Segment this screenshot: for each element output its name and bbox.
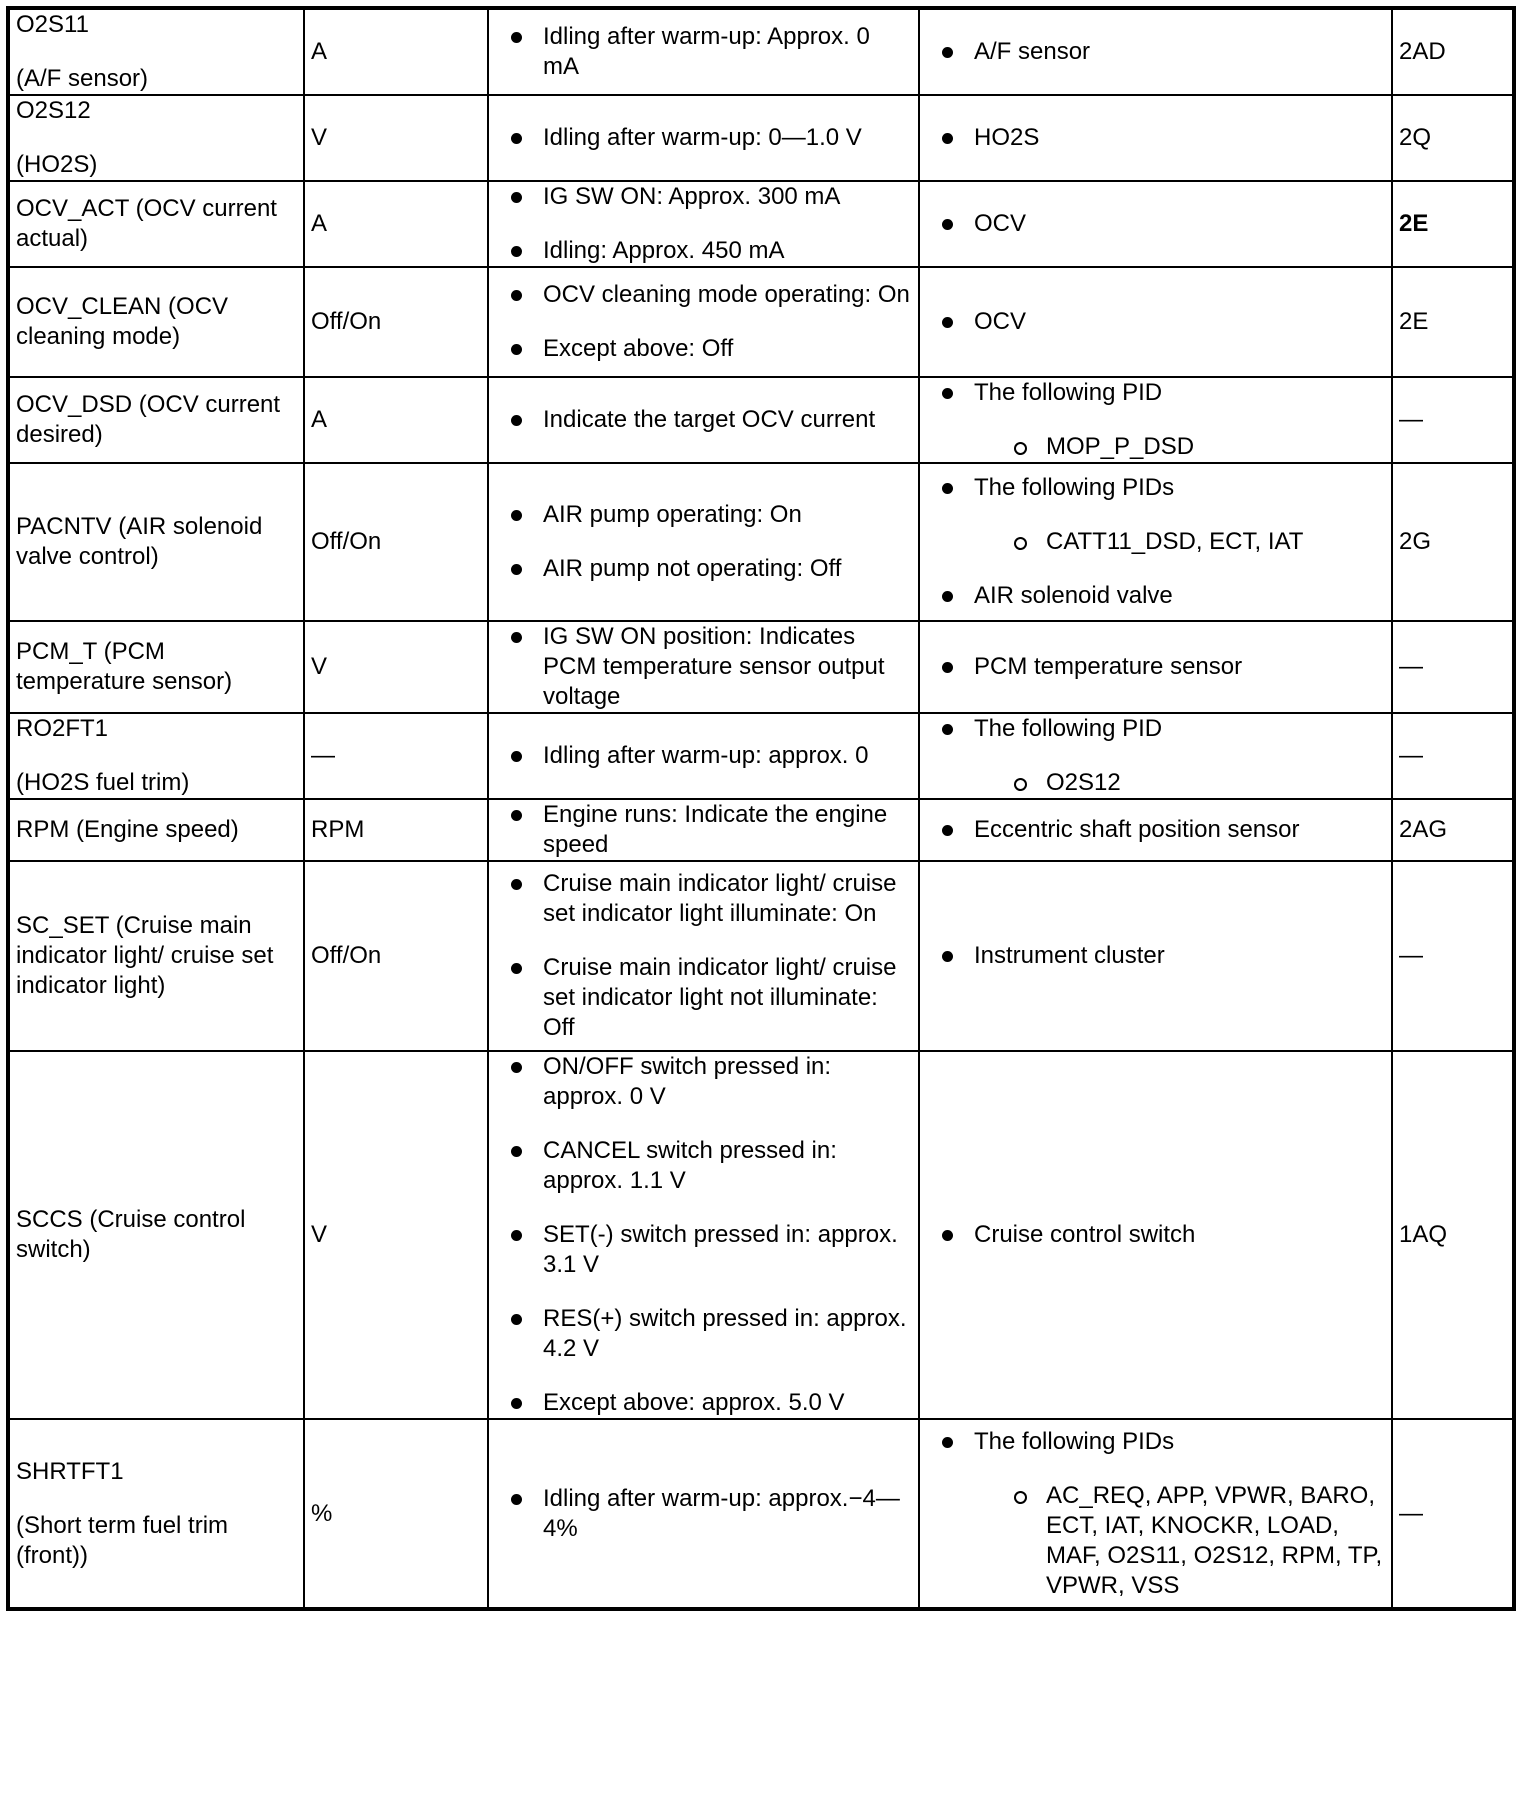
terminal-cell: — — [1392, 861, 1514, 1051]
inspection-cell — [919, 8, 1392, 95]
pid-name-cell — [8, 377, 304, 463]
table-row — [8, 95, 1514, 181]
inspection-list — [926, 123, 1385, 153]
condition-cell — [488, 621, 919, 713]
condition-list — [495, 405, 912, 435]
inspection-cell — [919, 621, 1392, 713]
pid-name: O2S11 — [16, 11, 89, 38]
pid-name-cell — [8, 799, 304, 861]
inspection-item — [974, 714, 1385, 798]
inspection-cell — [919, 799, 1392, 861]
inspection-cell — [919, 463, 1392, 621]
condition-cell — [488, 377, 919, 463]
condition-item: Except above: approx. 5.0 V — [543, 1388, 912, 1418]
inspection-cell — [919, 861, 1392, 1051]
inspection-subitem: CATT11_DSD, ECT, IAT — [1046, 527, 1385, 557]
inspection-cell — [919, 95, 1392, 181]
inspection-list — [926, 1220, 1385, 1250]
inspection-list — [926, 714, 1385, 798]
condition-list — [495, 280, 912, 364]
inspection-list — [926, 652, 1385, 682]
inspection-cell — [919, 1051, 1392, 1419]
condition-item: SET(-) switch pressed in: approx. 3.1 V — [543, 1220, 912, 1280]
inspection-item — [974, 1220, 1385, 1250]
inspection-cell — [919, 377, 1392, 463]
unit-cell: A — [304, 377, 488, 463]
pid-name-cell — [8, 713, 304, 799]
condition-item: Idling after warm-up: approx. 0 — [543, 741, 912, 771]
pid-monitor-table — [6, 6, 1516, 1611]
unit-cell: A — [304, 181, 488, 267]
condition-list — [495, 741, 912, 771]
condition-list — [495, 123, 912, 153]
inspection-list — [926, 209, 1385, 239]
table-row — [8, 1419, 1514, 1609]
condition-cell — [488, 799, 919, 861]
terminal-cell: — — [1392, 713, 1514, 799]
inspection-text: Eccentric shaft position sensor — [974, 816, 1300, 843]
inspection-subitem: O2S12 — [1046, 768, 1385, 798]
condition-list — [495, 1484, 912, 1544]
condition-item: IG SW ON position: Indicates PCM temperature sensor output voltage — [543, 622, 912, 712]
inspection-subitem: AC_REQ, APP, VPWR, BARO, ECT, IAT, KNOCKR, LOAD, MAF, O2S11, O2S12, RPM, TP, VPWR, VSS — [1046, 1481, 1385, 1601]
inspection-text: The following PID — [974, 715, 1163, 742]
condition-cell — [488, 713, 919, 799]
unit-cell: A — [304, 8, 488, 95]
inspection-list — [926, 815, 1385, 845]
pid-name: (HO2S) — [16, 151, 98, 178]
pid-name: OCV_ACT (OCV current actual) — [16, 195, 277, 252]
condition-cell — [488, 463, 919, 621]
pid-name-cell — [8, 1419, 304, 1609]
unit-cell: V — [304, 95, 488, 181]
condition-item: Idling after warm-up: Approx. 0 mA — [543, 22, 912, 82]
terminal-cell: — — [1392, 621, 1514, 713]
terminal-cell: 2E — [1392, 267, 1514, 377]
condition-item: Idling after warm-up: 0—1.0 V — [543, 123, 912, 153]
table-row — [8, 799, 1514, 861]
condition-item: Engine runs: Indicate the engine speed — [543, 800, 912, 860]
inspection-text: A/F sensor — [974, 38, 1091, 65]
unit-cell: Off/On — [304, 267, 488, 377]
inspection-sublist — [974, 768, 1385, 798]
condition-item: AIR pump operating: On — [543, 500, 912, 530]
inspection-text: HO2S — [974, 124, 1040, 151]
unit-cell: % — [304, 1419, 488, 1609]
inspection-item — [974, 307, 1385, 337]
pid-name-cell — [8, 181, 304, 267]
condition-list — [495, 622, 912, 712]
condition-list — [495, 22, 912, 82]
pid-name: PCM_T (PCM temperature sensor) — [16, 638, 233, 695]
pid-name-cell — [8, 861, 304, 1051]
terminal-cell: 2AG — [1392, 799, 1514, 861]
condition-list — [495, 182, 912, 266]
inspection-sublist — [974, 1481, 1385, 1601]
inspection-text: The following PIDs — [974, 1427, 1175, 1455]
unit-cell: V — [304, 1051, 488, 1419]
pid-name: (HO2S fuel trim) — [16, 769, 190, 796]
pid-name: SC_SET (Cruise main indicator light/ cruise set indicator light) — [16, 912, 274, 999]
inspection-sublist — [974, 527, 1385, 557]
condition-item: CANCEL switch pressed in: approx. 1.1 V — [543, 1136, 912, 1196]
inspection-list — [926, 37, 1385, 67]
condition-cell — [488, 267, 919, 377]
condition-cell — [488, 95, 919, 181]
inspection-subitem: MOP_P_DSD — [1046, 432, 1385, 462]
pid-name-cell — [8, 95, 304, 181]
terminal-cell: 2AD — [1392, 8, 1514, 95]
pid-name: O2S12 — [16, 97, 91, 124]
inspection-text: Instrument cluster — [974, 942, 1165, 969]
terminal-cell: — — [1392, 1419, 1514, 1609]
terminal-cell: 2G — [1392, 463, 1514, 621]
line-gap — [16, 40, 297, 64]
condition-item: OCV cleaning mode operating: On — [543, 280, 912, 310]
inspection-list — [926, 1427, 1385, 1601]
inspection-text: Cruise control switch — [974, 1221, 1196, 1248]
inspection-list — [926, 941, 1385, 971]
terminal-cell: — — [1392, 377, 1514, 463]
inspection-item — [974, 123, 1385, 153]
condition-item: Except above: Off — [543, 334, 912, 364]
inspection-text: OCV — [974, 308, 1027, 335]
pid-name: OCV_CLEAN (OCV cleaning mode) — [16, 293, 229, 350]
pid-name: (A/F sensor) — [16, 65, 149, 92]
condition-item: Cruise main indicator light/ cruise set indicator light illuminate: On — [543, 869, 912, 929]
condition-list — [495, 800, 912, 860]
condition-item: Idling after warm-up: approx.−4—4% — [543, 1484, 912, 1544]
inspection-item — [974, 209, 1385, 239]
unit-cell: Off/On — [304, 463, 488, 621]
pid-name: SCCS (Cruise control switch) — [16, 1206, 246, 1263]
condition-item: ON/OFF switch pressed in: approx. 0 V — [543, 1052, 912, 1112]
condition-cell — [488, 1051, 919, 1419]
inspection-cell — [919, 181, 1392, 267]
condition-cell — [488, 861, 919, 1051]
condition-list — [495, 1052, 912, 1418]
inspection-item — [974, 581, 1385, 611]
inspection-item — [974, 37, 1385, 67]
inspection-item — [974, 815, 1385, 845]
terminal-cell: 1AQ — [1392, 1051, 1514, 1419]
condition-item: IG SW ON: Approx. 300 mA — [543, 182, 912, 212]
table-row — [8, 267, 1514, 377]
condition-item: Idling: Approx. 450 mA — [543, 236, 912, 266]
terminal-cell: 2E — [1392, 181, 1514, 267]
table-body — [8, 8, 1514, 1609]
table-row — [8, 861, 1514, 1051]
pid-name: PACNTV (AIR solenoid valve control) — [16, 513, 263, 570]
table-row — [8, 713, 1514, 799]
pid-name: RPM (Engine speed) — [16, 816, 239, 843]
table-row — [8, 181, 1514, 267]
unit-cell: V — [304, 621, 488, 713]
inspection-item — [974, 941, 1385, 971]
pid-name: OCV_DSD (OCV current desired) — [16, 391, 281, 448]
pid-name-cell — [8, 463, 304, 621]
condition-item: RES(+) switch pressed in: approx. 4.2 V — [543, 1304, 912, 1364]
inspection-item — [974, 1427, 1385, 1601]
inspection-list — [926, 307, 1385, 337]
table-row — [8, 621, 1514, 713]
pid-name-cell — [8, 1051, 304, 1419]
inspection-list — [926, 473, 1385, 611]
pid-name-cell — [8, 8, 304, 95]
inspection-cell — [919, 1419, 1392, 1609]
condition-cell — [488, 8, 919, 95]
inspection-cell — [919, 713, 1392, 799]
pid-name: SHRTFT1 — [16, 1457, 124, 1485]
inspection-text: AIR solenoid valve — [974, 582, 1173, 609]
line-gap — [16, 126, 297, 150]
condition-item: AIR pump not operating: Off — [543, 554, 912, 584]
inspection-item — [974, 378, 1385, 462]
pid-name-cell — [8, 621, 304, 713]
table-row — [8, 377, 1514, 463]
unit-cell: — — [304, 713, 488, 799]
table-row — [8, 8, 1514, 95]
inspection-item — [974, 473, 1385, 557]
pid-name: RO2FT1 — [16, 715, 109, 742]
table-row — [8, 1051, 1514, 1419]
inspection-text: The following PID — [974, 379, 1163, 406]
inspection-sublist — [974, 432, 1385, 462]
pid-name: (Short term fuel trim (front)) — [16, 1511, 229, 1569]
terminal-cell: 2Q — [1392, 95, 1514, 181]
line-gap — [16, 1487, 297, 1511]
inspection-list — [926, 378, 1385, 462]
unit-cell: RPM — [304, 799, 488, 861]
unit-cell: Off/On — [304, 861, 488, 1051]
condition-cell — [488, 1419, 919, 1609]
inspection-text: PCM temperature sensor — [974, 653, 1243, 680]
pid-name-cell — [8, 267, 304, 377]
inspection-cell — [919, 267, 1392, 377]
condition-cell — [488, 181, 919, 267]
condition-list — [495, 500, 912, 584]
condition-item: Indicate the target OCV current — [543, 405, 912, 435]
inspection-text: The following PIDs — [974, 474, 1175, 501]
inspection-item — [974, 652, 1385, 682]
condition-list — [495, 869, 912, 1043]
line-gap — [16, 744, 297, 768]
inspection-text: OCV — [974, 210, 1027, 237]
condition-item: Cruise main indicator light/ cruise set indicator light not illuminate: Off — [543, 953, 912, 1043]
table-row — [8, 463, 1514, 621]
